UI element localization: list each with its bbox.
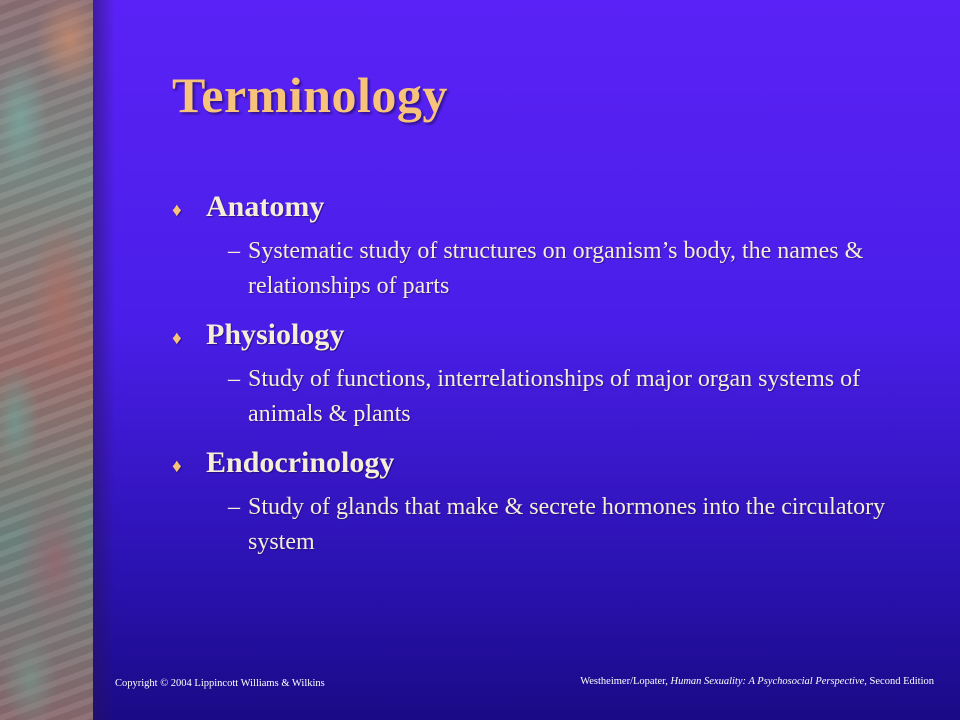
topic-label: Endocrinology bbox=[206, 446, 395, 479]
topic-label: Anatomy bbox=[206, 190, 325, 223]
texture-edge-shadow bbox=[93, 0, 115, 720]
diamond-bullet-icon: ♦ bbox=[172, 456, 182, 477]
citation-footer bbox=[470, 676, 934, 687]
slide-title: Terminology bbox=[172, 67, 448, 123]
bullet-item-endocrinology bbox=[172, 446, 912, 480]
dash-icon: – bbox=[228, 238, 240, 264]
bullet-item-physiology bbox=[172, 318, 912, 352]
sub-bullet-physiology bbox=[228, 362, 912, 432]
copyright-footer: Copyright © 2004 Lippincott Williams & Wilkins bbox=[115, 678, 325, 689]
citation-edition: , Second Edition bbox=[864, 676, 934, 687]
citation-authors: Westheimer/Lopater, bbox=[580, 676, 671, 687]
topic-definition: Systematic study of structures on organism’s body, the names & relationships of parts bbox=[248, 238, 864, 299]
diamond-bullet-icon: ♦ bbox=[172, 200, 182, 221]
decorative-texture-strip bbox=[0, 0, 93, 720]
sub-bullet-endocrinology bbox=[228, 490, 912, 560]
topic-definition: Study of functions, interrelationships of major organ systems of animals & plants bbox=[248, 366, 861, 427]
dash-icon: – bbox=[228, 494, 240, 520]
dash-icon: – bbox=[228, 366, 240, 392]
citation-book-title: Human Sexuality: A Psychosocial Perspective bbox=[670, 676, 865, 687]
diamond-bullet-icon: ♦ bbox=[172, 328, 182, 349]
sub-bullet-anatomy bbox=[228, 234, 912, 304]
topic-definition: Study of glands that make & secrete hormones into the circulatory system bbox=[248, 494, 886, 555]
topic-label: Physiology bbox=[206, 318, 345, 351]
bullet-item-anatomy bbox=[172, 190, 912, 224]
bullet-list bbox=[172, 190, 912, 574]
